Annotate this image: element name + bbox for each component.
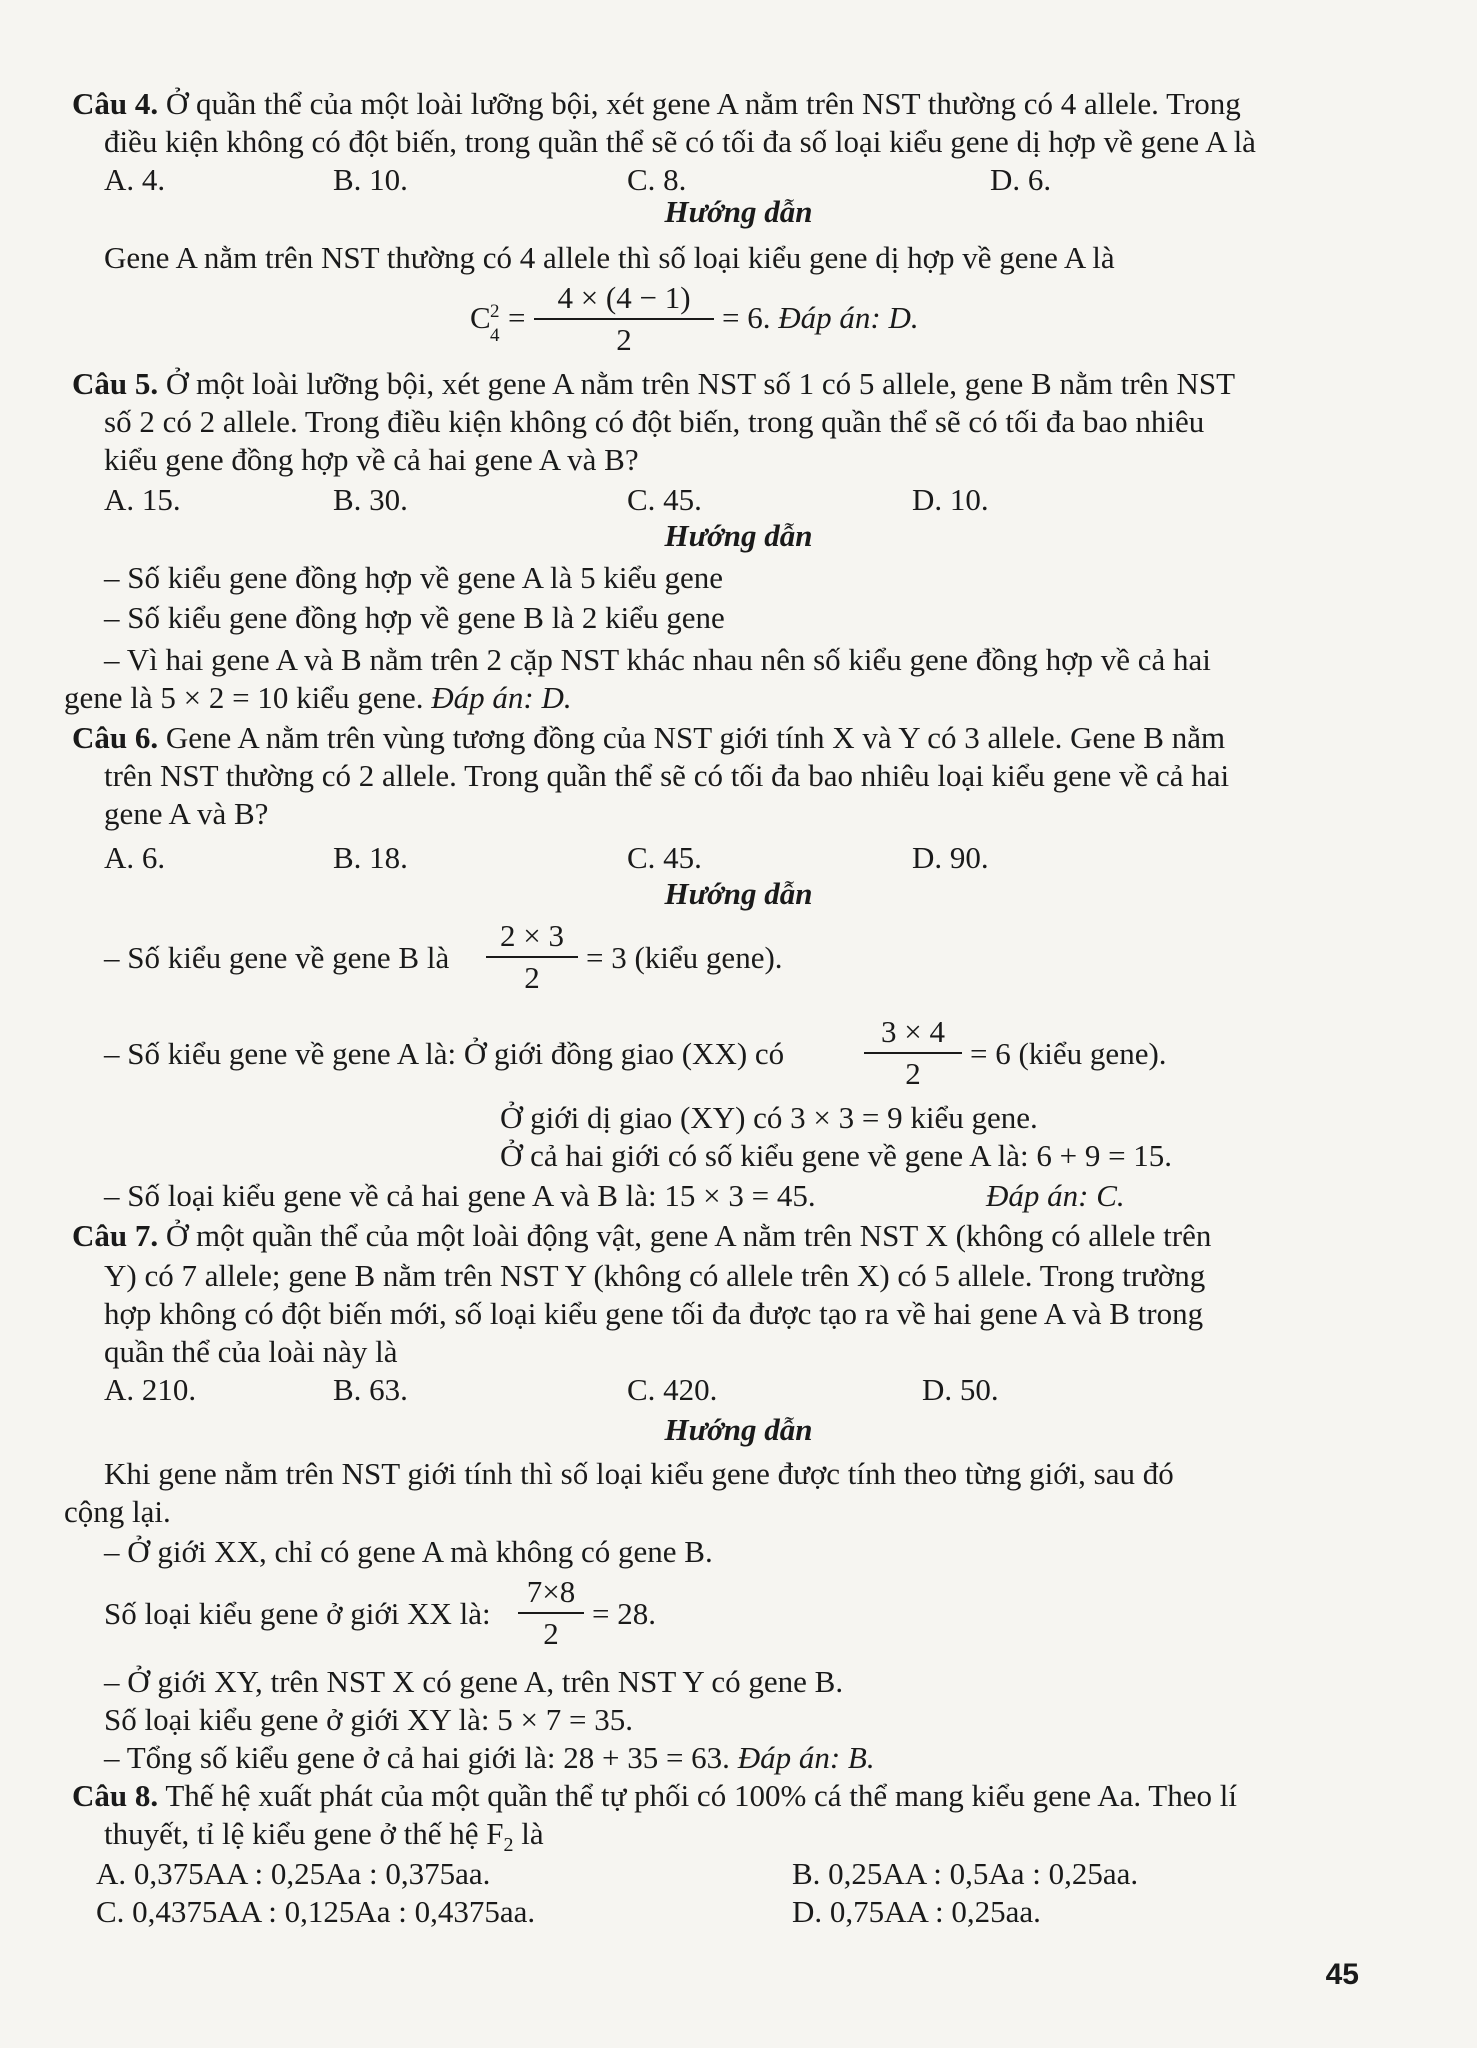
q4-frac-denominator: 2 <box>616 322 632 357</box>
q6-solution-line3: Ở giới dị giao (XY) có 3 × 3 = 9 kiểu gene. <box>500 1100 1038 1135</box>
q6-option-c: C. 45. <box>627 840 702 875</box>
q5-label: Câu 5. <box>72 366 159 401</box>
q7-solution-line6: Số loại kiểu gene ở giới XY là: 5 × 7 = 35. <box>104 1702 633 1737</box>
q5-option-a: A. 15. <box>104 482 181 517</box>
q6-guide-title: Hướng dẫn <box>664 876 813 911</box>
q7-fraction-xx: $\frac{7\times 8}{2}$ <box>518 1574 584 1652</box>
q5-option-c: C. 45. <box>627 482 702 517</box>
q6-fraction-b: $\frac{2 \times 3}{2}$ <box>486 918 578 996</box>
q6-label: Câu 6. <box>72 720 159 755</box>
q4-option-c: C. 8. <box>627 162 687 197</box>
q7-line3: hợp không có đột biến mới, số loại kiểu gene tối đa được tạo ra về hai gene A và B trong <box>104 1296 1204 1331</box>
q6-solution-line4: Ở cả hai giới có số kiểu gene về gene A là: 6 + 9 = 15. <box>500 1138 1173 1173</box>
q4-c-sub: 4 <box>490 325 500 346</box>
q4-result: = 6. Đáp án: D. <box>722 300 919 335</box>
q4-answer: Đáp án: D. <box>778 300 919 335</box>
q6-answer: Đáp án: C. <box>986 1178 1125 1213</box>
q6-option-a: A. 6. <box>104 840 166 875</box>
q6-option-d: D. 90. <box>912 840 989 875</box>
q4-frac-numerator: 4 × (4 − 1) <box>534 280 714 320</box>
q4-option-d: D. 6. <box>990 162 1052 197</box>
q7-solution-line7: – Tổng số kiểu gene ở cả hai giới là: 28 + 35 = 63. Đáp án: B. <box>104 1740 875 1775</box>
q5-line3: kiểu gene đồng hợp về cả hai gene A và B? <box>104 442 639 477</box>
q4-option-b: B. 10. <box>333 162 408 197</box>
q6-solution-a-result: = 6 (kiểu gene). <box>970 1036 1167 1071</box>
q7-option-d: D. 50. <box>922 1372 999 1407</box>
q5-solution-line1: – Số kiểu gene đồng hợp về gene A là 5 kiểu gene <box>104 560 724 595</box>
q6-line1: Câu 6. Gene A nằm trên vùng tương đồng của NST giới tính X và Y có 3 allele. Gene B nằm <box>72 720 1226 755</box>
q7-line2: Y) có 7 allele; gene B nằm trên NST Y (không có allele trên X) có 5 allele. Trong trường <box>104 1258 1206 1293</box>
q4-line1 <box>72 86 1241 122</box>
q4-fraction <box>534 280 714 358</box>
page-number: 45 <box>1325 1958 1359 1991</box>
q6-option-b: B. 18. <box>333 840 408 875</box>
q6-solution-line5: – Số loại kiểu gene về cả hai gene A và B là: 15 × 3 = 45. <box>104 1178 816 1213</box>
q4-option-a: A. 4. <box>104 162 166 197</box>
q4-label: Câu 4. <box>72 86 159 121</box>
q7-solution-xx-label: Số loại kiểu gene ở giới XX là: <box>104 1596 491 1631</box>
q7-line1: Câu 7. Ở một quần thể của một loài động vật, gene A nằm trên NST X (không có allele trên <box>72 1218 1212 1253</box>
q5-solution-line4: gene là 5 × 2 = 10 kiểu gene. Đáp án: D. <box>64 680 572 715</box>
q8-option-a: A. 0,375AA : 0,25Aa : 0,375aa. <box>96 1856 491 1891</box>
q7-answer: Đáp án: B. <box>737 1740 875 1775</box>
q5-option-d: D. 10. <box>912 482 989 517</box>
q7-line4: quần thể của loài này là <box>104 1334 398 1369</box>
q7-option-c: C. 420. <box>627 1372 718 1407</box>
q7-solution-line1: Khi gene nằm trên NST giới tính thì số loại kiểu gene được tính theo từng giới, sau đó <box>104 1456 1174 1491</box>
q6-line2: trên NST thường có 2 allele. Trong quần thể sẽ có tối đa bao nhiêu loại kiểu gene về cả hai <box>104 758 1230 793</box>
q6-solution-a-label: – Số kiểu gene về gene A là: Ở giới đồng giao (XX) có <box>104 1036 785 1071</box>
q5-guide-title: Hướng dẫn <box>664 518 813 553</box>
q7-label: Câu 7. <box>72 1218 159 1253</box>
q8-line2: thuyết, tỉ lệ kiểu gene ở thế hệ $F_2$ là <box>104 1816 544 1857</box>
textbook-page: Câu 4. Ở quần thể của một loài lưỡng bội, xét gene A nằm trên NST thường có 4 allele. Trong điều kiện không có đột biến, trong quần thể sẽ có tối đa số loại kiểu gene dị hợp về gene A là A. 4. B. 10. C. 8. D. 6. Hướng dẫn Gene A nằm trên NST thường có 4 allele thì số loại kiểu gene dị hợp về gene A là C 2 4 = $\frac{4 \times (4 - 1)}{2}$ = 6. Đáp án: D. Câu 5. Ở một loài lưỡng bội, xét gene A nằm trên NST số 1 có 5 allele, gene B nằm trên NST số 2 có 2 allele. Trong điều kiện không có đột biến, trong quần thể sẽ có tối đa bao nhiêu kiểu gene đồng hợp về cả hai gene A và B? A. 15. B. 30. C. 45. D. 10. Hướng dẫn – Số kiểu gene đồng hợp về gene A là 5 kiểu gene – Số kiểu gene đồng hợp về gene B là 2 kiểu gene – Vì hai gene A và B nằm trên 2 cặp NST khác nhau nên số kiểu gene đồng hợp về cả hai gene là 5 × 2 = 10 kiểu gene. Đáp án: D. Câu 6. Gene A nằm trên vùng tương đồng của NST giới tính X và Y có 3 allele. Gene B nằm trên NST thường có 2 allele. Trong quần thể sẽ có tối đa bao nhiêu loại kiểu gene về cả hai gene A và B? A. 6. B. 18. C. 45. D. 90. Hướng dẫn – Số kiểu gene về gene B là $\frac{2 \times 3}{2}$ = 3 (kiểu gene). – Số kiểu gene về gene A là: Ở giới đồng giao (XX) có $\frac{3 \times 4}{2}$ = 6 (kiểu gene). Ở giới dị giao (XY) có 3 × 3 = 9 kiểu gene. Ở cả hai giới có số kiểu gene về gene A là: 6 + 9 = 15. – Số loại kiểu gene về cả hai gene A và B là: 15 × 3 = 45. Đáp án: C. Câu 7. Ở một quần thể của một loài động vật, gene A nằm trên NST X (không có allele trên Y) có 7 allele; gene B nằm trên NST Y (không có allele trên X) có 5 allele. Trong trường hợp không có đột biến mới, số loại kiểu gene tối đa được tạo ra về hai gene A và B trong quần thể của loài này là A. 210. B. 63. C. 420. D. 50. Hướng dẫn Khi gene nằm trên NST giới tính thì số loại kiểu gene được tính theo từng giới, sau đó cộng lại. – Ở giới XX, chỉ có gene A mà không có gene B. Số loại kiểu gene ở giới XX là: $\frac{7\times 8}{2}$ = 28. – Ở giới XY, trên NST X có gene A, trên NST Y có gene B. Số loại kiểu gene ở giới XY là: 5 × 7 = 35. – Tổng số kiểu gene ở cả hai giới là: 28 + 35 = 63. Đáp án: B. Câu 8. Thế hệ xuất phát của một quần thể tự phối có 100% cá thể mang kiểu gene Aa. Theo lí thuyết, tỉ lệ kiểu gene ở thế hệ $F_2$ là A. 0,375AA : 0,25Aa : 0,375aa. B. 0,25AA : 0,5Aa : 0,25aa. C. 0,4375AA : 0,125Aa : 0,4375aa. D. 0,75AA : 0,25aa. 45 <box>0 0 1477 2048</box>
q5-option-b: B. 30. <box>333 482 408 517</box>
q7-solution-xx-result: = 28. <box>592 1596 656 1631</box>
q7-guide-title: Hướng dẫn <box>664 1412 813 1447</box>
q7-option-a: A. 210. <box>104 1372 197 1407</box>
q8-line1: Câu 8. Thế hệ xuất phát của một quần thể tự phối có 100% cá thể mang kiểu gene Aa. Theo lí <box>72 1778 1237 1813</box>
q7-option-b: B. 63. <box>333 1372 408 1407</box>
q8-option-b: B. 0,25AA : 0,5Aa : 0,25aa. <box>792 1856 1139 1891</box>
q6-solution-b-label: – Số kiểu gene về gene B là <box>104 940 450 975</box>
q4-solution-line1: Gene A nằm trên NST thường có 4 allele thì số loại kiểu gene dị hợp về gene A là <box>104 240 1115 275</box>
q6-fraction-a: $\frac{3 \times 4}{2}$ <box>864 1014 962 1092</box>
q8-label: Câu 8. <box>72 1778 159 1813</box>
q6-line3: gene A và B? <box>104 796 269 831</box>
q4-c-sup: 2 <box>490 301 500 322</box>
q4-line2: điều kiện không có đột biến, trong quần thể sẽ có tối đa số loại kiểu gene dị hợp về gene A là <box>104 124 1256 159</box>
q5-answer: Đáp án: D. <box>431 680 572 715</box>
q7-solution-line5: – Ở giới XY, trên NST X có gene A, trên NST Y có gene B. <box>104 1664 844 1699</box>
q5-line1: Câu 5. Ở một loài lưỡng bội, xét gene A nằm trên NST số 1 có 5 allele, gene B nằm trên NST <box>72 366 1236 401</box>
q5-solution-line3: – Vì hai gene A và B nằm trên 2 cặp NST khác nhau nên số kiểu gene đồng hợp về cả hai <box>104 642 1211 677</box>
q4-c-symbol: C <box>470 300 491 335</box>
q4-combination <box>470 300 500 346</box>
q6-solution-b-result: = 3 (kiểu gene). <box>586 940 783 975</box>
q8-option-d: D. 0,75AA : 0,25aa. <box>792 1894 1041 1929</box>
q7-solution-line3: – Ở giới XX, chỉ có gene A mà không có gene B. <box>104 1534 713 1569</box>
q7-solution-line2: cộng lại. <box>64 1494 171 1529</box>
q5-line2: số 2 có 2 allele. Trong điều kiện không có đột biến, trong quần thể sẽ có tối đa bao nhiêu <box>104 404 1205 439</box>
q5-solution-line2: – Số kiểu gene đồng hợp về gene B là 2 kiểu gene <box>104 600 725 635</box>
q4-guide-title: Hướng dẫn <box>664 194 813 229</box>
q4-text1: Ở quần thể của một loài lưỡng bội, xét gene A nằm trên NST thường có 4 allele. Trong <box>158 86 1241 121</box>
q8-option-c: C. 0,4375AA : 0,125Aa : 0,4375aa. <box>96 1894 536 1929</box>
